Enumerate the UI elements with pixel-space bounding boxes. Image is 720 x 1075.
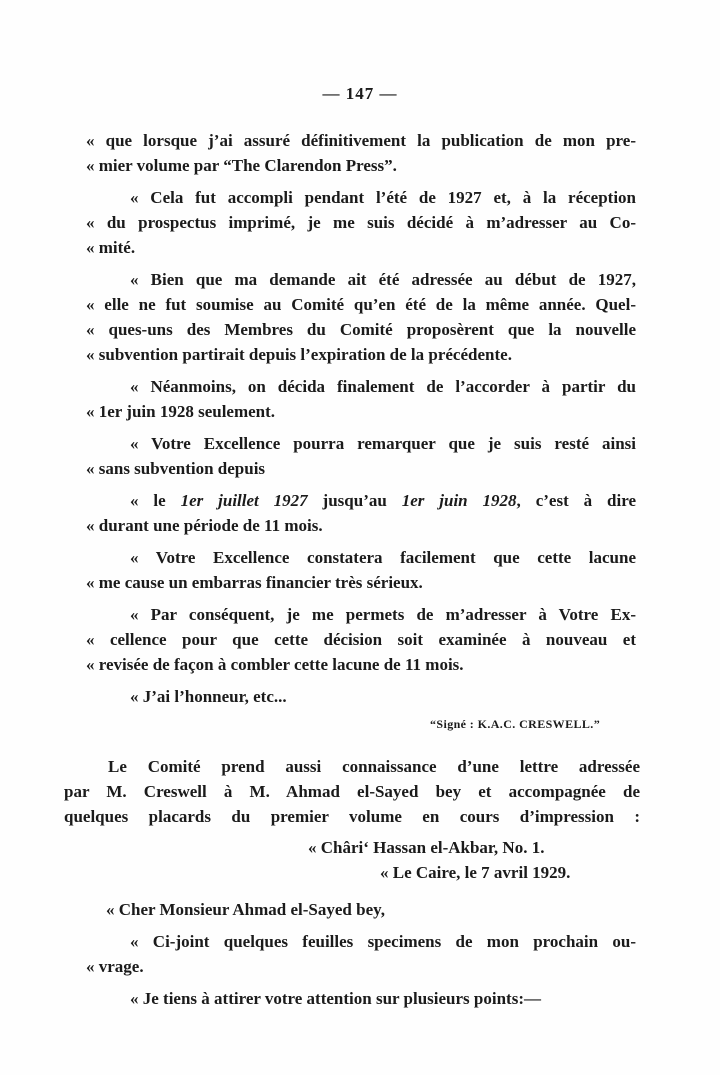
letter-paragraph	[86, 986, 636, 1011]
letter-line: « mier volume par “The Clarendon Press”.	[86, 156, 397, 175]
letter-line: « Ci-joint quelques feuilles specimens de mon prochain ou-	[130, 932, 636, 951]
letter-line: « me cause un embarras financier très sérieux.	[86, 573, 423, 592]
letter-line: « Cela fut accompli pendant l’été de 1927 et, à la réception	[130, 188, 636, 207]
letter-paragraph	[86, 602, 636, 677]
letter-line: « elle ne fut soumise au Comité qu’en été de la même année. Quel-	[86, 295, 636, 314]
letter-paragraph	[86, 267, 636, 367]
letter-line: « mité.	[86, 238, 136, 257]
letter-paragraph	[86, 929, 636, 979]
date-line: « Le Caire, le 7 avril 1929.	[380, 863, 571, 882]
letter-address-block	[0, 835, 720, 885]
letter-paragraph	[86, 431, 636, 481]
line-fragment: jusqu’au	[307, 491, 402, 510]
letter-line-with-italic-dates	[86, 488, 636, 513]
italic-date-fragment: 1er juillet 1927	[180, 491, 308, 510]
note-line: quelques placards du premier volume en cours d’impression :	[64, 807, 640, 826]
letter-line: « Bien que ma demande ait été adressée au début de 1927,	[130, 270, 636, 289]
letter-line: « Je tiens à attirer votre attention sur plusieurs points:—	[130, 989, 541, 1008]
italic-date-fragment: 1er juin 1928	[401, 491, 517, 510]
note-line: par M. Creswell à M. Ahmad el-Sayed bey et accompagnée de	[64, 782, 640, 801]
letter-paragraph	[86, 545, 636, 595]
signature: “Signé : K.A.C. CRESWELL.”	[430, 717, 601, 731]
letter-line: « cellence pour que cette décision soit examinée à nouveau et	[86, 630, 636, 649]
letter-line: « Néanmoins, on décida finalement de l’accorder à partir du	[130, 377, 636, 396]
letter-line: « Votre Excellence pourra remarquer que je suis resté ainsi	[130, 434, 636, 453]
committee-note	[64, 754, 640, 829]
creswell-letter-2	[86, 897, 636, 1011]
letter-line: « revisée de façon à combler cette lacune de 11 mois.	[86, 655, 464, 674]
line-fragment: , c’est à dire	[516, 491, 636, 510]
letter-paragraph	[86, 374, 636, 424]
creswell-letter-excerpt	[86, 128, 636, 732]
letter-paragraph	[86, 488, 636, 538]
letter-paragraph	[86, 128, 636, 178]
line-fragment: « le	[130, 491, 181, 510]
letter-line: « sans subvention depuis	[86, 459, 266, 478]
letter-line: « subvention partirait depuis l’expiration de la précédente.	[86, 345, 512, 364]
note-line: Le Comité prend aussi connaissance d’une lettre adressée	[108, 757, 640, 776]
letter-line: « du prospectus imprimé, je me suis décidé à m’adresser au Co-	[86, 213, 636, 232]
address-line: « Châri‘ Hassan el-Akbar, No. 1.	[308, 838, 545, 857]
page-number: — 147 —	[322, 84, 398, 103]
letter-paragraph	[86, 684, 636, 709]
salutation-line: « Cher Monsieur Ahmad el-Sayed bey,	[106, 900, 385, 919]
letter-paragraph	[86, 185, 636, 260]
letter-line: « J’ai l’honneur, etc...	[130, 687, 287, 706]
page-content	[0, 128, 720, 1011]
letter-line: « durant une période de 11 mois.	[86, 516, 323, 535]
letter-line: « 1er juin 1928 seulement.	[86, 402, 276, 421]
letter-line: « ques-uns des Membres du Comité proposèrent que la nouvelle	[86, 320, 636, 339]
letter-line: « que lorsque j’ai assuré définitivement la publication de mon pre-	[86, 131, 636, 150]
letter-line: « Par conséquent, je me permets de m’adresser à Votre Ex-	[130, 605, 636, 624]
letter-line: « vrage.	[86, 957, 144, 976]
letter-line: « Votre Excellence constatera facilement que cette lacune	[130, 548, 636, 567]
